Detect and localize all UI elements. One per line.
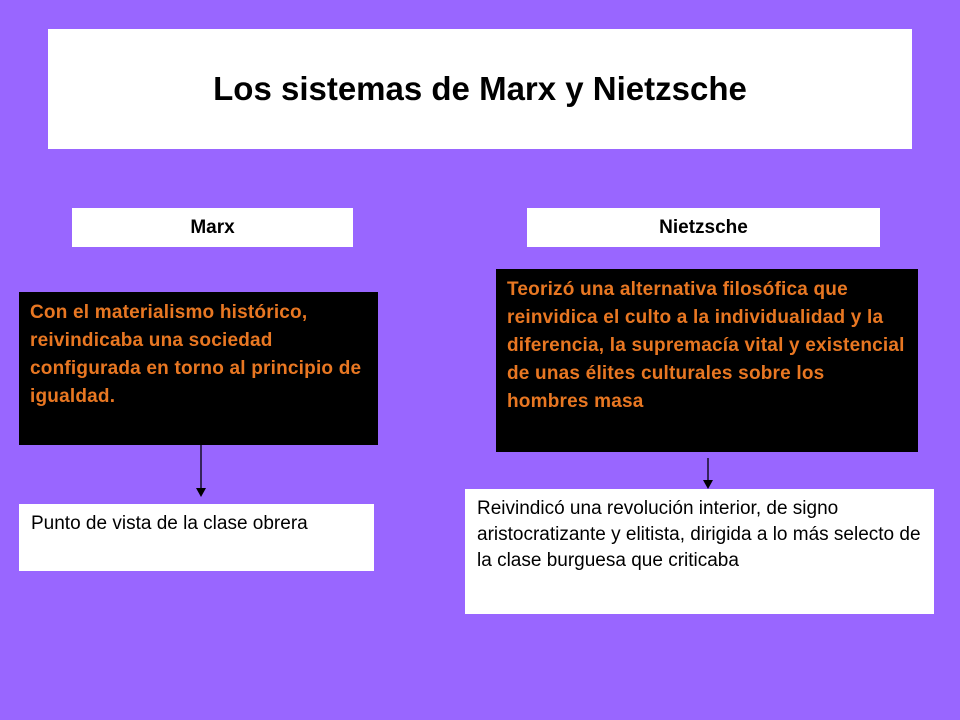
- header-marx: Marx: [72, 208, 353, 247]
- header-nietzsche: Nietzsche: [527, 208, 880, 247]
- page-title: Los sistemas de Marx y Nietzsche: [213, 70, 747, 107]
- arrow-nietzsche: [703, 458, 713, 489]
- nietzsche-description: Teorizó una alternativa filosófica que reinvidica el culto a la individualidad y la diferencia, la supremacía vital y existencial de unas élites culturales sobre los hombres masa: [496, 269, 918, 452]
- marx-consequence: Punto de vista de la clase obrera: [19, 504, 374, 571]
- nietzsche-consequence: Reivindicó una revolución interior, de signo aristocratizante y elitista, dirigida a lo más selecto de la clase burguesa que criticaba: [465, 489, 934, 614]
- arrow-marx: [196, 445, 206, 497]
- marx-description: Con el materialismo histórico, reivindicaba una sociedad configurada en torno al principio de igualdad.: [19, 292, 378, 445]
